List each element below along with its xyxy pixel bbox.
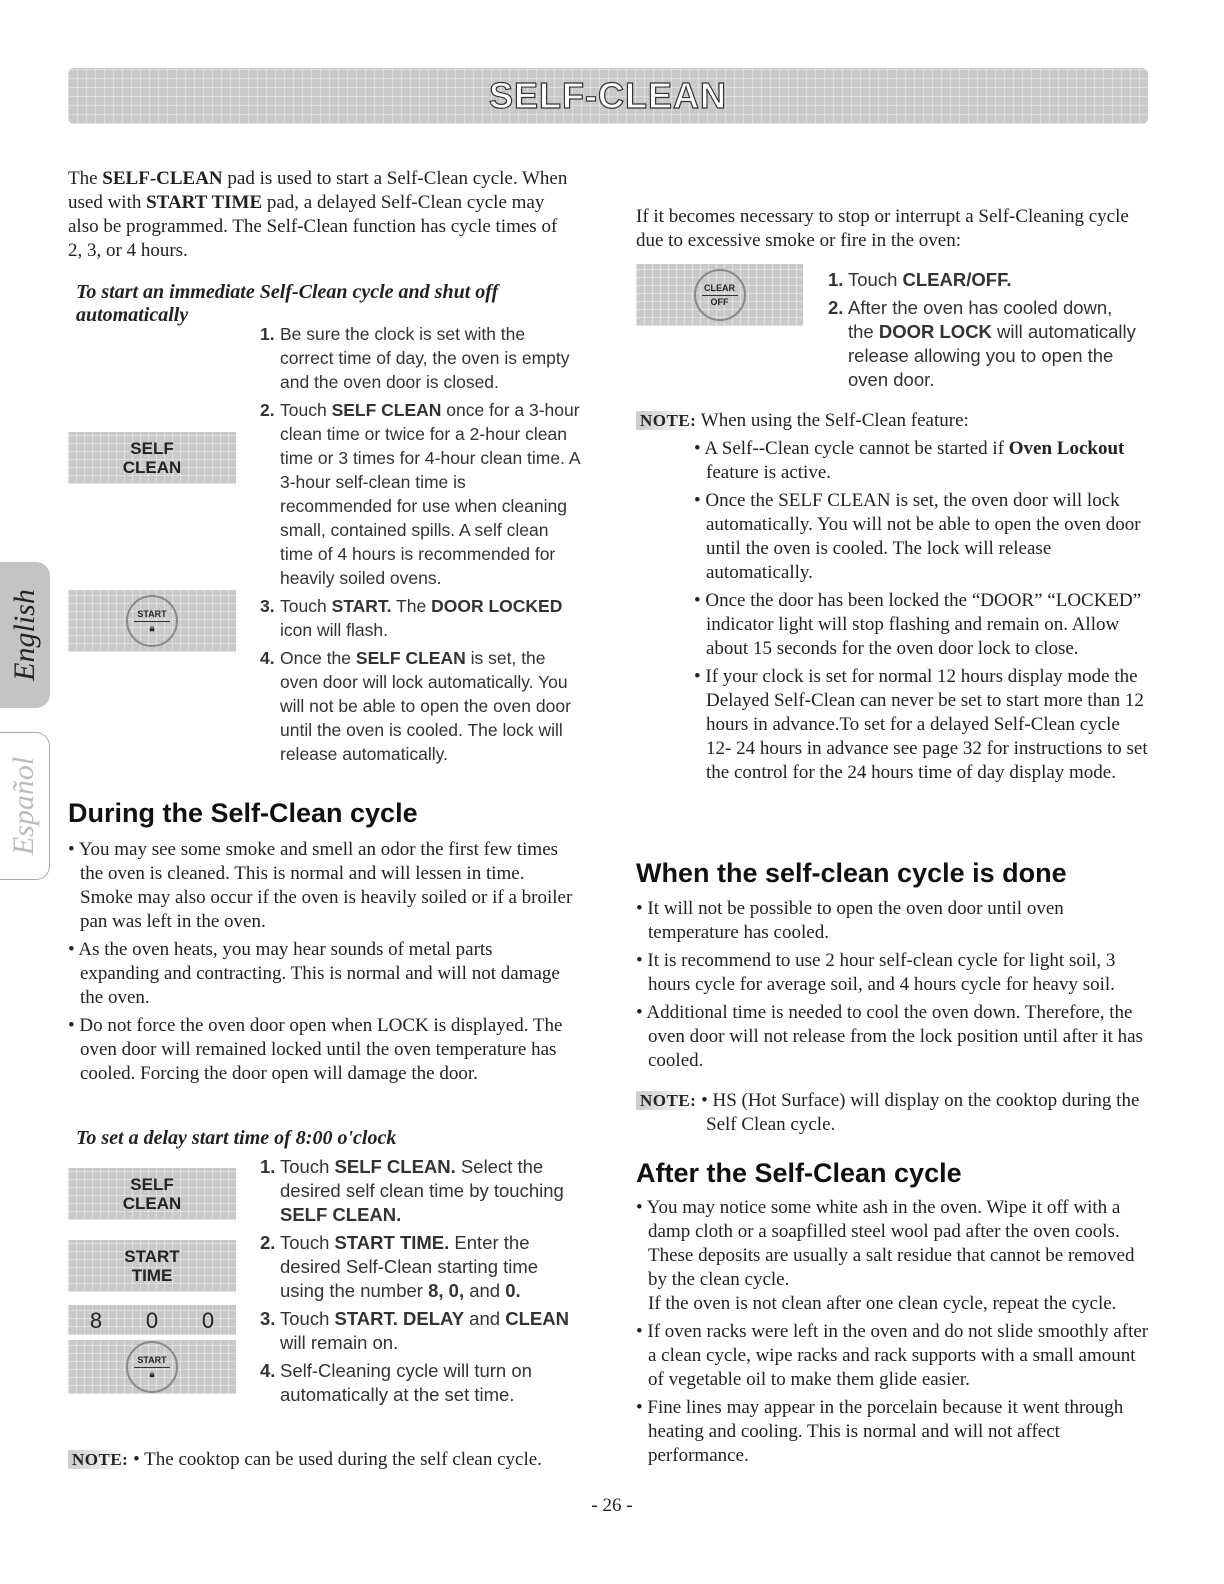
text-segment: Touch [280,1232,335,1253]
step-text [848,268,1011,292]
bullet-text: Additional time is needed to cool the oven down. Therefore, the oven door will not release from the lock position until after it has cooled. [646,1002,1143,1071]
step-item [260,1359,580,1407]
note-label: NOTE: [636,1091,696,1110]
start-button-icon [126,595,178,647]
step-number: 3. [260,596,275,616]
bullet-item: • If oven racks were left in the oven and do not slide smoothly after a clean cycle, wipe racks and rack supports with a small amount of vegetable oil to make them glide easier. [636,1321,1149,1390]
bullet-item: • It will not be possible to open the oven door until oven temperature has cooled. [636,898,1064,943]
feature-note [636,409,1146,433]
start-time-pad [68,1240,236,1292]
page-title: SELF-CLEAN [489,75,727,116]
step-text [280,1359,580,1407]
digit-8: 8 [89,1307,103,1333]
bullet-item: • Do not force the oven door open when LOCK is displayed. The oven door will remained locked until the oven temperature has cooled. Forcing the door open will damage the door. [68,1015,563,1084]
text-segment: SELF CLEAN [355,648,466,668]
text-segment: feature is active. [706,462,832,483]
text-segment: Select the desired self clean time by touching [280,1156,564,1201]
text-segment: Touch [280,1308,335,1329]
immediate-heading: To start an immediate Self-Clean cycle and shut off automatically [76,281,499,326]
text-segment: is set, the oven door will lock automatically. You will not be able to open the oven door until the oven is cooled. The lock will release automatically. [280,648,571,764]
text-segment: SELF CLEAN [331,400,442,420]
self-clean-pad [68,1168,236,1220]
text-segment: START. [331,596,392,616]
step-item [260,1307,580,1355]
text-segment: Oven Lockout [1008,438,1125,459]
text-segment: once for a 3-hour clean time or twice for a 2-hour clean time or 3 times for 4-hour clean time. A 3-hour self-clean time is recommended for use when cleaning small, contained spills. A self clean time of 4 hours is recommended for heavily soiled ovens. [280,400,580,588]
note-text: • HS (Hot Surface) will display on the cooktop during the Self Clean cycle. [701,1090,1140,1135]
pad-label: OFF [710,296,729,307]
delay-heading: To set a delay start time of 8:00 o'clock [76,1127,397,1149]
step-number: 2. [828,297,844,318]
text-segment: Once the door has been locked the “DOOR” “LOCKED” indicator light will stop flashing and remain on. Allow about 15 seconds for the oven door lock to close. [705,590,1142,659]
title-banner [68,68,1148,124]
step-text [280,594,580,642]
text-segment: START TIME [146,192,263,213]
pad-label: SELF CLEAN [122,439,182,477]
step-number: 4. [260,648,275,668]
tab-english[interactable] [0,562,50,708]
stop-steps [828,268,1138,396]
step-number: 4. [260,1360,276,1381]
text-segment: If your clock is set for normal 12 hours display mode the Delayed Self-Clean can never be set to start more than 12 hours in advance.To set for a delayed Self-Clean cycle 12- 24 hours in advance see page 32 for instructions to set the control for the 24 hours time of day display mode. [705,666,1148,783]
bullet-text: As the oven heats, you may hear sounds of metal parts expanding and contracting. This is normal and will not damage the oven. [78,939,560,1008]
stop-intro: If it becomes necessary to stop or interrupt a Self-Cleaning cycle due to excessive smoke or fire in the oven: [636,206,1129,251]
bullet-text: It is recommend to use 2 hour self-clean cycle for light soil, 3 hours cycle for average soil, and 4 hours cycle for heavy soil. [647,950,1116,995]
intro-paragraph [68,167,568,263]
text-segment: After the oven has cooled down, the [848,297,1113,342]
start-pad [68,1340,236,1394]
pad-label: SELF CLEAN [122,1175,182,1213]
during-heading: During the Self-Clean cycle [68,798,418,828]
step-number: 1. [260,324,275,344]
note-label: NOTE: [68,1450,128,1469]
note-text: When using the Self-Clean feature: [700,410,969,431]
step-item [260,646,580,766]
feature-note-bullets [694,437,1149,789]
step-text [280,322,580,394]
text-segment: START TIME. [334,1232,450,1253]
digit-pads [68,1305,236,1335]
step-text [280,398,580,590]
done-bullets [636,897,1151,1077]
text-segment: SELF CLEAN. [334,1156,456,1177]
pad-label: START [137,1354,167,1365]
note-text: • The cooktop can be used during the self clean cycle. [133,1449,542,1470]
step-number: 2. [260,1232,276,1253]
text-segment: Once the [280,648,356,668]
start-button-icon [126,1341,178,1393]
hot-surface-note [636,1089,1146,1137]
text-segment: START. DELAY [334,1308,465,1329]
bullet-text: Fine lines may appear in the porcelain because it went through heating and cooling. This is normal and will not affect performance. [647,1397,1124,1466]
text-segment: Self-Cleaning cycle will turn on automatically at the set time. [280,1360,532,1405]
text-segment: Once the SELF CLEAN is set, the oven door will lock automatically. You will not be able to open the oven door until the oven is cooled. The lock will release automatically. [705,490,1141,583]
step-text [848,296,1138,392]
lock-icon: 🔒︎ [149,622,155,633]
step-text [280,1155,580,1227]
bullet-text: It will not be possible to open the oven door until oven temperature has cooled. [647,898,1064,943]
tab-english-label: English [8,589,42,681]
text-segment: will remain on. [280,1332,399,1353]
step-number: 2. [260,400,275,420]
text-segment: Be sure the clock is set with the correct time of day, the oven is empty and the oven door is closed. [280,324,570,392]
text-segment: The [68,168,103,189]
text-segment: SELF-CLEAN [102,168,223,189]
step-text [280,1307,580,1355]
step-number: 1. [828,269,844,290]
note-label: NOTE: [636,411,696,430]
bullet-item: • A Self--Clean cycle cannot be started if Oven Lockout feature is active. [694,438,1125,483]
bullet-item: • Once the SELF CLEAN is set, the oven door will lock automatically. You will not be able to open the oven door until the oven is cooled. The lock will release automatically. [694,490,1141,583]
text-segment: SELF CLEAN. [280,1204,402,1225]
step-number: 3. [260,1308,276,1329]
bullet-item: • Once the door has been locked the “DOOR” “LOCKED” indicator light will stop flashing and remain on. Allow about 15 seconds for the oven door lock to close. [694,590,1142,659]
text-segment: icon will flash. [280,620,388,640]
tab-espanol-label: Español [7,756,41,856]
text-segment: DOOR LOCK [878,321,992,342]
clear-off-button-icon [694,269,746,321]
bullet-text: If oven racks were left in the oven and do not slide smoothly after a clean cycle, wipe racks and rack supports with a small amount of vegetable oil to make them glide easier. [647,1321,1149,1390]
bullet-item: • You may see some smoke and smell an odor the first few times the oven is cleaned. This is normal and will lessen in time. Smoke may also occur if the oven is heavily soiled or if a broiler pan was left in the oven. [68,839,573,932]
delay-steps [260,1155,580,1411]
text-segment: A Self--Clean cycle cannot be started if [704,438,1009,459]
text-segment: CLEAN [505,1308,569,1329]
step-number: 1. [260,1156,276,1177]
text-segment: pad is used to start a Self-Clean cycle. When used with [68,168,568,213]
text-segment: 8, 0, [428,1280,465,1301]
text-segment: DOOR LOCKED [431,596,563,616]
bullet-text: You may notice some white ash in the oven. Wipe it off with a damp cloth or a soapfilled steel wool pad after the oven cools. These deposits are usually a salt residue that cannot be removed by the clean cycle. If the oven is not clean after one clean cycle, repeat the cycle. [646,1197,1135,1314]
text-segment: Touch [280,596,332,616]
pad-label: CLEAR [704,282,735,293]
bullet-item: • Additional time is needed to cool the oven down. Therefore, the oven door will not release from the lock position until after it has cooled. [636,1002,1143,1071]
text-segment: Enter the desired Self-Clean starting time using the number [280,1232,539,1301]
bullet-text: Do not force the oven door open when LOCK is displayed. The oven door will remained locked until the oven temperature has cooled. Forcing the door open will damage the door. [79,1015,563,1084]
text-segment: Touch [280,400,332,420]
step-text [280,646,580,766]
pad-label: START [137,608,167,619]
step-item [260,594,580,642]
bullet-item: • Fine lines may appear in the porcelain because it went through heating and cooling. This is normal and will not affect performance. [636,1397,1124,1466]
text-segment: CLEAR/OFF. [902,269,1012,290]
text-segment: pad, a delayed Self-Clean cycle may also be programmed. The Self-Clean function has cycle times of 2, 3, or 4 hours. [68,192,558,261]
during-bullets [68,838,573,1090]
text-segment: Touch [848,269,903,290]
step-item [260,1155,580,1227]
digit-0: 0 [201,1307,215,1333]
clear-off-pad [636,264,803,326]
step-item [260,322,580,394]
step-text [280,1231,580,1303]
text-segment: and [464,1280,506,1301]
bullet-item: • It is recommend to use 2 hour self-clean cycle for light soil, 3 hours cycle for average soil, and 4 hours cycle for heavy soil. [636,950,1116,995]
immediate-steps [260,322,580,770]
text-segment: 0. [505,1280,521,1301]
step-item [260,1231,580,1303]
text-segment: The [391,596,432,616]
self-clean-pad [68,432,236,484]
step-item [828,296,1138,392]
bullet-item: • If your clock is set for normal 12 hours display mode the Delayed Self-Clean can never be set to start more than 12 hours in advance.To set for a delayed Self-Clean cycle 12- 24 hours in advance see page 32 for instructions to set the control for the 24 hours time of day display mode. [694,666,1148,783]
text-segment: will automatically release allowing you to open the oven door. [848,321,1136,390]
page-number: - 26 - [591,1495,633,1516]
bullet-text: You may see some smoke and smell an odor the first few times the oven is cleaned. This is normal and will lessen in time. Smoke may also occur if the oven is heavily soiled or if a broiler pan was left in the oven. [78,839,573,932]
text-segment: and [464,1308,506,1329]
pad-label: START TIME [124,1247,180,1285]
tab-espanol[interactable] [0,732,50,880]
bullet-item: • You may notice some white ash in the oven. Wipe it off with a damp cloth or a soapfilled steel wool pad after the oven cools. These deposits are usually a salt residue that cannot be removed by the clean cycle. If the oven is not clean after one clean cycle, repeat the cycle. [636,1197,1135,1314]
start-pad [68,590,236,652]
after-heading: After the Self-Clean cycle [636,1158,962,1188]
cooktop-note [68,1448,588,1472]
step-item [260,398,580,590]
lock-icon: 🔒︎ [149,1368,155,1379]
bullet-item: • As the oven heats, you may hear sounds of metal parts expanding and contracting. This is normal and will not damage the oven. [68,939,560,1008]
after-bullets [636,1196,1151,1472]
done-heading: When the self-clean cycle is done [636,858,1067,888]
step-item [828,268,1138,292]
text-segment: Touch [280,1156,335,1177]
digit-0: 0 [145,1307,159,1333]
